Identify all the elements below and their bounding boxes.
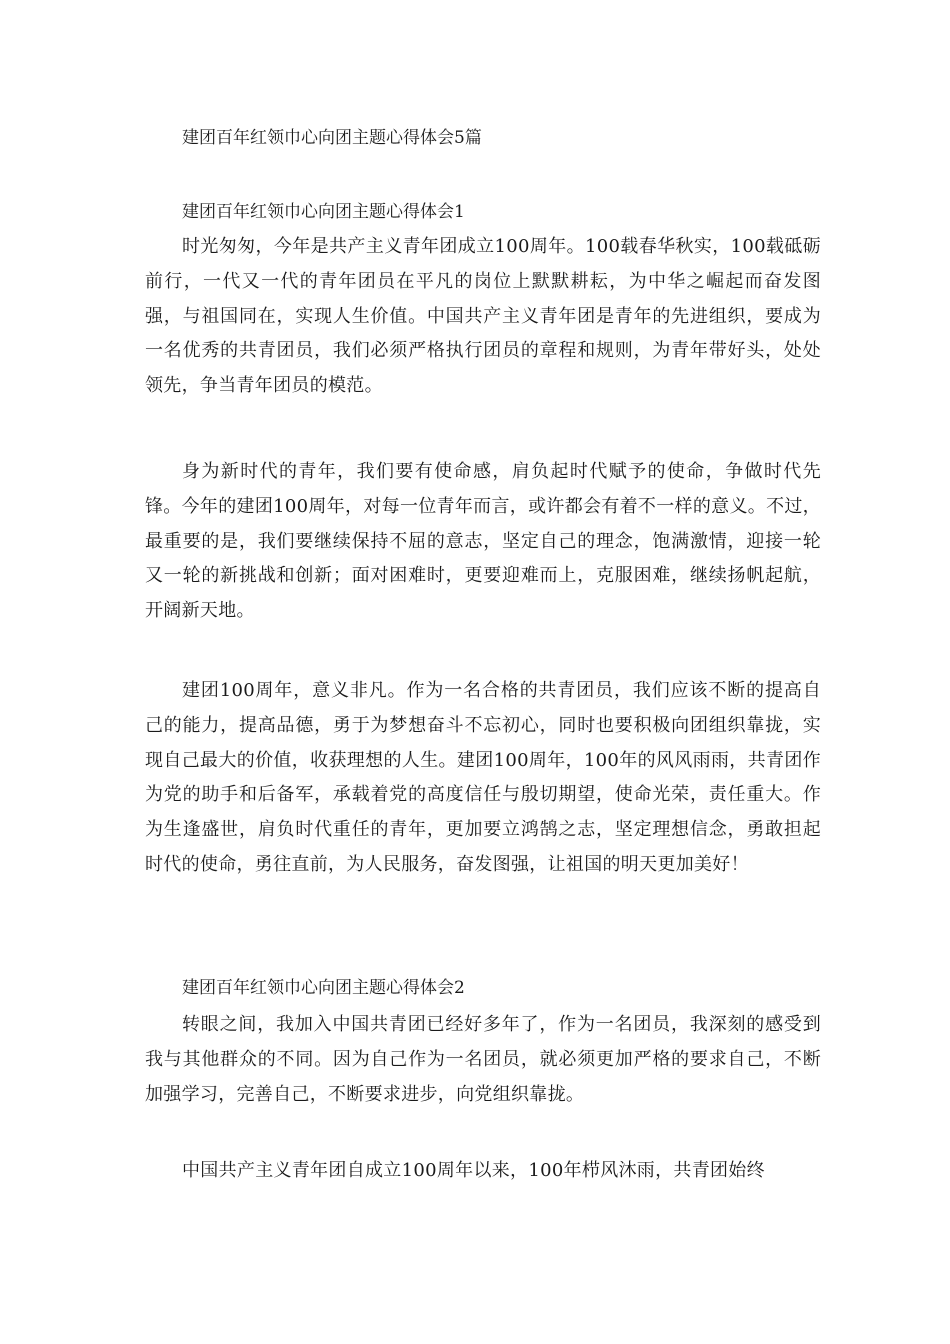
section-1-paragraph-2: 身为新时代的青年，我们要有使命感，肩负起时代赋予的使命，争做时代先锋。今年的建团100周年，对每一位青年而言，或许都会有着不一样的意义。不过，最重要的是，我们要继续保持不屈的意志，坚定自己的理念，饱满激情，迎接一轮又一轮的新挑战和创新；面对困难时，更要迎难而上，克服困难，继续扬帆起航，开阔新天地。 bbox=[145, 461, 821, 622]
section-1-paragraph-3: 建团100周年，意义非凡。作为一名合格的共青团员，我们应该不断的提高自己的能力，提高品德，勇于为梦想奋斗不忘初心，同时也要积极向团组织靠拢，实现自己最大的价值，收获理想的人生。建团100周年，100年的风风雨雨，共青团作为党的助手和后备军，承载着党的高度信任与殷切期望，使命光荣，责任重大。作为生逢盛世，肩负时代重任的青年，更加要立鸿鹄之志，坚定理想信念，勇敢担起时代的使命，勇往直前，为人民服务，奋发图强，让祖国的明天更加美好！ bbox=[145, 680, 821, 875]
section-heading-1: 建团百年红领巾心向团主题心得体会1 bbox=[182, 202, 465, 222]
section-heading-2: 建团百年红领巾心向团主题心得体会2 bbox=[182, 978, 465, 998]
section-1-paragraph-1: 时光匆匆，今年是共产主义青年团成立100周年。100载春华秋实，100载砥砺前行，一代又一代的青年团员在平凡的岗位上默默耕耘，为中华之崛起而奋发图强，与祖国同在，实现人生价值。中国共产主义青年团是青年的先进组织，要成为一名优秀的共青团员，我们必须严格执行团员的章程和规则，为青年带好头，处处领先，争当青年团员的模范。 bbox=[145, 236, 821, 397]
section-2-paragraph-2: 中国共产主义青年团自成立100周年以来，100年栉风沐雨，共青团始终 bbox=[182, 1160, 765, 1181]
document-title: 建团百年红领巾心向团主题心得体会5篇 bbox=[182, 128, 482, 148]
section-2-paragraph-1: 转眼之间，我加入中国共青团已经好多年了，作为一名团员，我深刻的感受到我与其他群众的不同。因为自己作为一名团员，就必须更加严格的要求自己，不断加强学习，完善自己，不断要求进步，向党组织靠拢。 bbox=[145, 1014, 821, 1105]
